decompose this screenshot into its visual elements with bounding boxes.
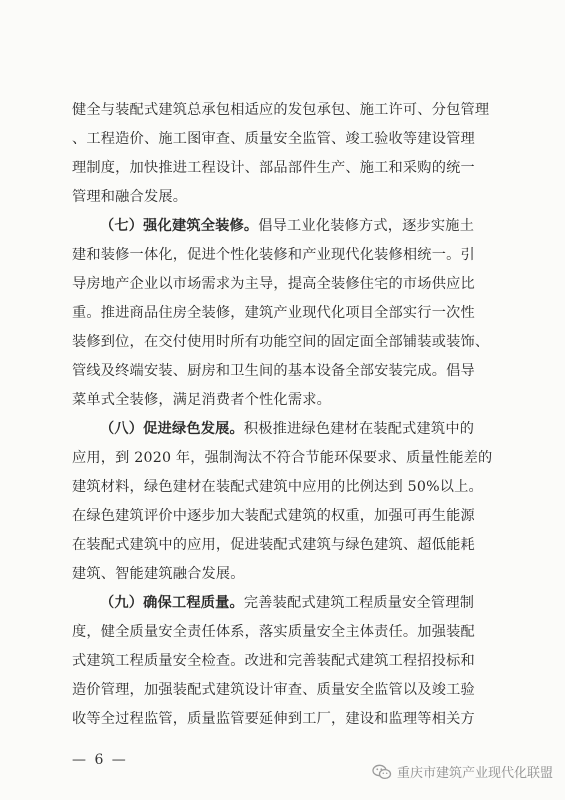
text-line: 应用，到 2020 年，强制淘汰不符合节能环保要求、质量性能差的 xyxy=(72,450,493,466)
text-line: 收等全过程监管，质量监管要延伸到工厂，建设和监理等相关方 xyxy=(72,711,475,727)
document-body xyxy=(72,96,504,734)
section-heading-7: （七）强化建筑全装修。 xyxy=(100,218,259,234)
paragraph-section-8 xyxy=(72,415,504,589)
text-line: 理制度，加快推进工程设计、部品部件生产、施工和采购的统一 xyxy=(72,160,475,176)
text-line: 在绿色建筑评价中逐步加大装配式建筑的权重，加强可再生能源 xyxy=(72,508,475,524)
text-run: 积极推进绿色建材在装配式建筑中的 xyxy=(243,421,475,437)
text-line: 造价管理，加强装配式建筑设计审查、质量安全监管以及竣工验 xyxy=(72,682,475,698)
paragraph-section-7 xyxy=(72,212,504,415)
text-line: 健全与装配式建筑总承包相适应的发包承包、施工许可、分包管理 xyxy=(72,102,490,118)
text-line: 建和装修一体化，促进个性化装修和产业现代化装修相统一。引 xyxy=(72,247,475,263)
text-line: 管理和融合发展。 xyxy=(72,189,188,205)
text-line xyxy=(72,415,504,444)
text-run: 倡导工业化装修方式，逐步实施土 xyxy=(258,218,475,234)
text-line: 菜单式全装修，满足消费者个性化需求。 xyxy=(72,392,331,408)
text-line: 管线及终端安装、厨房和卫生间的基本设备全部安装完成。倡导 xyxy=(72,363,475,379)
text-line xyxy=(72,212,504,241)
text-line: 重。推进商品住房全装修，建筑产业现代化项目全部实行一次性 xyxy=(72,305,475,321)
text-line: 装修到位，在交付使用时所有功能空间的固定面全部铺装或装饰、 xyxy=(72,334,490,350)
watermark xyxy=(372,762,553,781)
paragraph-section-9 xyxy=(72,589,504,734)
page-number: — 6 — xyxy=(72,752,128,768)
text-line: 建筑、智能建筑融合发展。 xyxy=(72,566,245,582)
watermark-text: 重庆市建筑产业现代化联盟 xyxy=(396,766,553,781)
text-line: 在装配式建筑中的应用，促进装配式建筑与绿色建筑、超低能耗 xyxy=(72,537,475,553)
paragraph-continuation xyxy=(72,96,504,212)
text-line: 、工程造价、施工图审查、质量安全监管、竣工验收等建设管理 xyxy=(72,131,475,147)
section-heading-9: （九）确保工程质量。 xyxy=(100,595,244,611)
wechat-icon xyxy=(372,764,392,780)
text-line: 导房地产企业以市场需求为主导，提高全装修住宅的市场供应比 xyxy=(72,276,475,292)
text-line xyxy=(72,589,504,618)
text-line: 式建筑工程质量安全检查。改进和完善装配式建筑工程招投标和 xyxy=(72,653,475,669)
text-line: 建筑材料，绿色建材在装配式建筑中应用的比例达到 50%以上。 xyxy=(72,479,483,495)
text-run: 完善装配式建筑工程质量安全管理制 xyxy=(243,595,475,611)
section-heading-8: （八）促进绿色发展。 xyxy=(100,421,244,437)
text-line: 度，健全质量安全责任体系，落实质量安全主体责任。加强装配 xyxy=(72,624,475,640)
